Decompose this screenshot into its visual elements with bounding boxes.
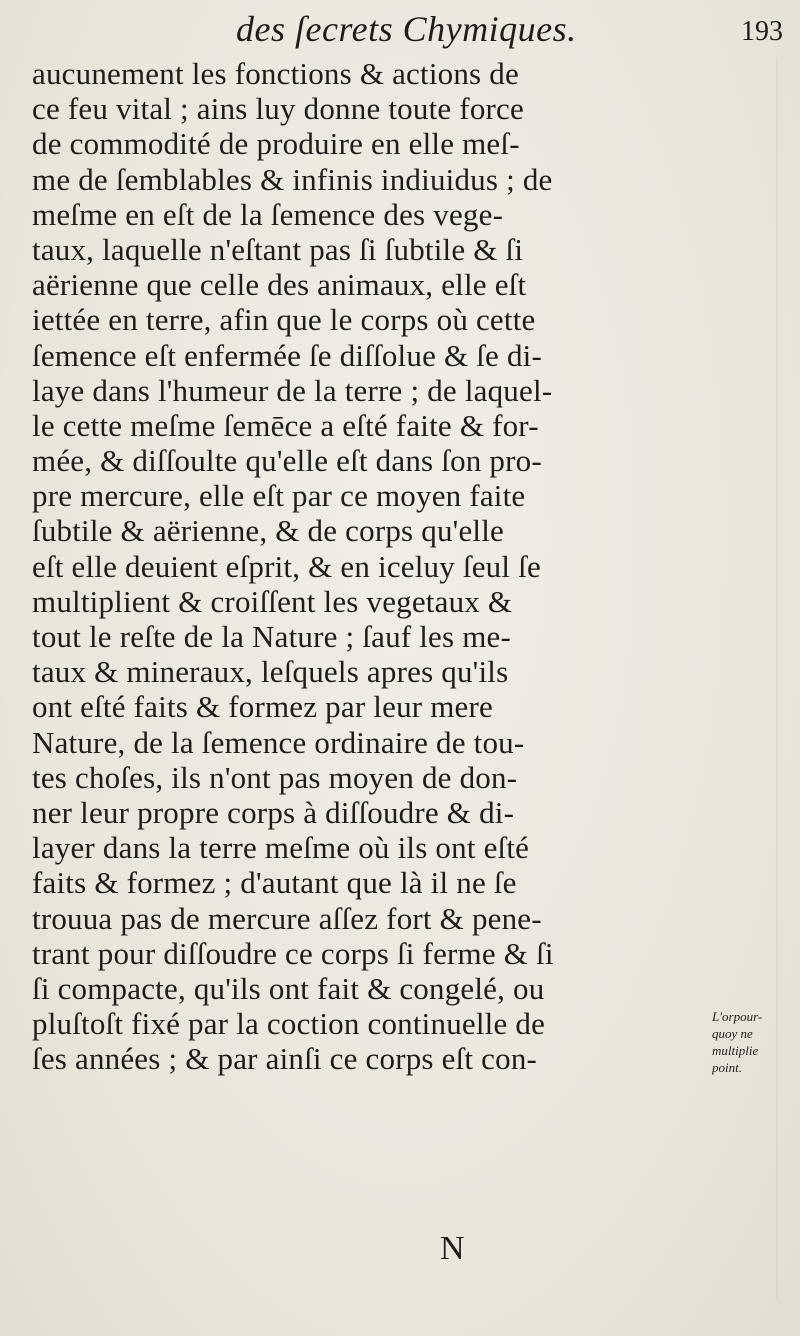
- marginal-note-line: multiplie: [712, 1043, 759, 1058]
- text-line: ont eſté faits & formez par leur mere: [32, 689, 494, 725]
- text-line: aërienne que celle des animaux, elle eſt: [32, 267, 527, 303]
- marginal-note-line: point.: [712, 1060, 742, 1075]
- text-line: ner leur propre corps à diſſoudre & di-: [32, 794, 515, 830]
- page-edge-shadow: [776, 60, 778, 1300]
- text-line: trouua pas de mercure aſſez fort & pene-: [32, 900, 542, 936]
- running-head: [0, 8, 800, 52]
- text-line: aucunement les fonctions & actions de: [32, 56, 519, 91]
- text-line: tout le reſte de la Nature ; ſauf les me-: [32, 619, 512, 654]
- text-line: ſes années ; & par ainſi ce corps eſt con-: [32, 1041, 538, 1077]
- text-line: ſubtile & aërienne, & de corps qu'elle: [32, 513, 504, 549]
- text-line: meſme en eſt de la ſemence des vege-: [32, 196, 504, 232]
- body-text: [32, 56, 708, 1076]
- text-line: pluſtoſt fixé par la coction continuelle de: [32, 1006, 546, 1042]
- text-line: faits & formez ; d'autant que là il ne ſe: [32, 865, 517, 901]
- text-line: ſi compacte, qu'ils ont fait & congelé, ou: [32, 970, 545, 1006]
- text-line: Nature, de la ſemence ordinaire de tou-: [32, 724, 525, 760]
- marginal-note-line: L'orpour-: [712, 1009, 763, 1024]
- text-line: le cette meſme ſemēce a eſté faite & for-: [32, 407, 539, 443]
- text-line: laye dans l'humeur de la terre ; de laquel-: [32, 372, 553, 408]
- text-line: taux, laquelle n'eſtant pas ſi ſubtile & ſi: [32, 231, 524, 267]
- page-number: 193: [741, 16, 783, 47]
- text-line: ce feu vital ; ains luy donne toute force: [32, 91, 524, 127]
- text-line: trant pour diſſoudre ce corps ſi ferme & ſi: [32, 935, 554, 971]
- running-title: des ſecrets Chymiques.: [236, 9, 577, 49]
- text-line: eſt elle deuient eſprit, & en iceluy ſeul ſe: [32, 548, 541, 584]
- signature-mark: N: [440, 1230, 465, 1267]
- text-line: me de ſemblables & infinis indiuidus ; de: [32, 161, 553, 197]
- text-line: tes choſes, ils n'ont pas moyen de don-: [32, 759, 518, 795]
- marginal-note-line: quoy ne: [712, 1026, 753, 1041]
- text-line: de commodité de produire en elle meſ-: [32, 126, 520, 162]
- text-line: taux & mineraux, leſquels apres qu'ils: [32, 654, 509, 690]
- text-line: pre mercure, elle eſt par ce moyen faite: [32, 478, 526, 514]
- marginal-note: [712, 1008, 798, 1076]
- text-line: layer dans la terre meſme où ils ont eſté: [32, 830, 530, 866]
- text-line: ſemence eſt enfermée ſe diſſolue & ſe di-: [32, 337, 542, 373]
- text-line: iettée en terre, afin que le corps où cette: [32, 302, 536, 338]
- text-line: multiplient & croiſſent les vegetaux &: [32, 583, 513, 619]
- text-line: mée, & diſſoulte qu'elle eſt dans ſon pro-: [32, 443, 542, 479]
